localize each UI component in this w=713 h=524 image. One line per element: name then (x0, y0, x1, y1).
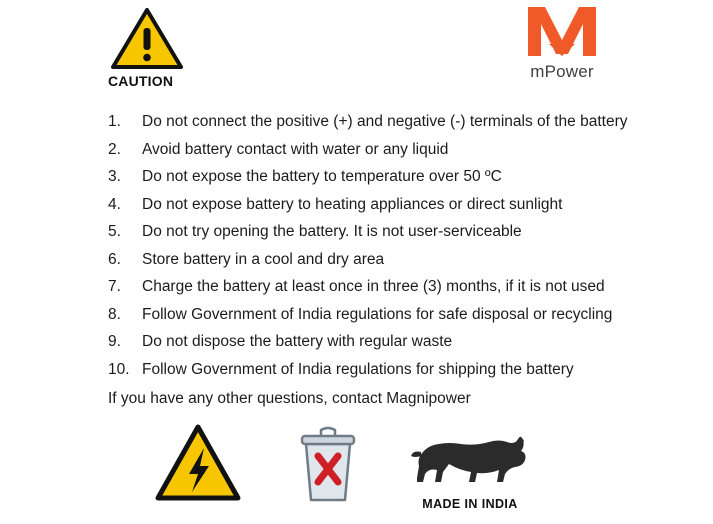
list-item-text: Avoid battery contact with water or any liquid (142, 140, 449, 158)
list-item-text: Do not dispose the battery with regular waste (142, 333, 453, 350)
list-item (108, 218, 673, 246)
document-header (0, 0, 713, 96)
list-item (108, 301, 673, 329)
list-item-number: 6. (108, 250, 121, 268)
list-item-text: Follow Government of India regulations for shipping the battery (142, 360, 574, 378)
caution-block (108, 8, 228, 89)
list-item-text: Store battery in a cool and dry area (142, 250, 385, 268)
list-item-text: Do not try opening the battery. It is not user-serviceable (142, 223, 522, 240)
list-item-number: 7. (108, 278, 121, 295)
list-item-text: Follow Government of India regulations for safe disposal or recycling (142, 305, 613, 323)
list-item-text: Do not connect the positive (+) and negative (-) terminals of the battery (142, 113, 628, 130)
closing-note: If you have any other questions, contact Magnipower (108, 390, 471, 407)
caution-label: CAUTION (108, 73, 174, 89)
list-item (108, 328, 673, 356)
document-footer (0, 418, 713, 518)
list-item (108, 191, 673, 219)
mpower-logo-icon (525, 4, 599, 58)
list-item (108, 136, 673, 164)
no-dispose-in-bin-icon (292, 424, 364, 504)
list-item (108, 356, 673, 384)
list-item-number: 3. (108, 168, 121, 185)
list-item (108, 163, 673, 191)
list-item-number: 1. (108, 113, 121, 130)
list-item-number: 5. (108, 223, 121, 240)
list-item-text: Do not expose battery to heating appliances or direct sunlight (142, 195, 563, 213)
list-item-number: 4. (108, 195, 121, 213)
ashoka-lion-icon (405, 422, 535, 492)
list-item (108, 108, 673, 136)
brand-name: mPower (530, 62, 594, 81)
list-item (108, 246, 673, 274)
list-item-text: Charge the battery at least once in three (3) months, if it is not used (142, 278, 605, 295)
brand-block (497, 4, 627, 82)
made-in-india-label: MADE IN INDIA (422, 497, 518, 511)
list-item-number: 2. (108, 140, 121, 158)
warning-triangle-icon (111, 8, 183, 70)
electric-shock-hazard-icon (155, 424, 241, 502)
list-item (108, 273, 673, 301)
list-item-text: Do not expose the battery to temperature over 50 ºC (142, 168, 502, 185)
instruction-list (108, 108, 673, 413)
ashoka-lion-block (405, 422, 535, 512)
list-item-number: 8. (108, 305, 121, 323)
list-item-number: 10. (108, 360, 130, 378)
list-item-number: 9. (108, 333, 121, 350)
